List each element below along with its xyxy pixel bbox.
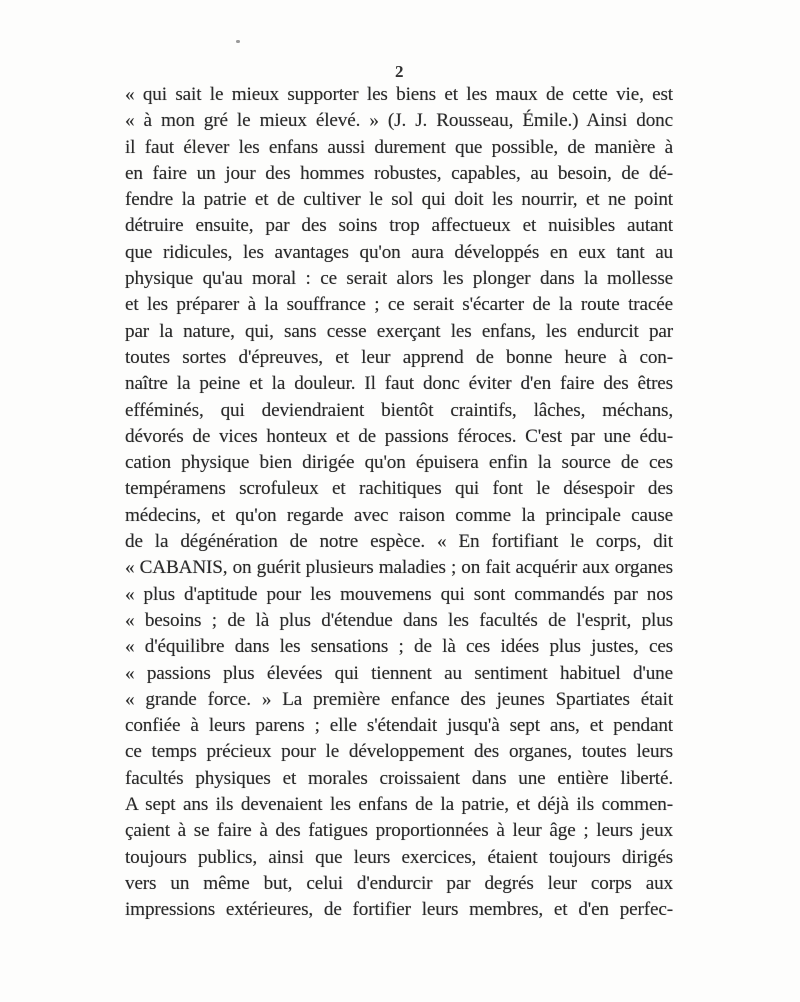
text-line: en faire un jour des hommes robustes, capables, au besoin, de dé- [125, 162, 673, 184]
text-line: « qui sait le mieux supporter les biens et les maux de cette vie, est [125, 84, 673, 105]
text-line: naître la peine et la douleur. Il faut donc éviter d'en faire des êtres [125, 373, 673, 395]
body-text [125, 82, 673, 924]
text-line: confiée à leurs parens ; elle s'étendait jusqu'à sept ans, et pendant [125, 715, 673, 737]
text-line: physique qu'au moral : ce serait alors les plonger dans la mollesse [125, 268, 673, 290]
text-line: que ridicules, les avantages qu'on aura développés en eux tant au [125, 241, 673, 263]
text-line: vers un même but, celui d'endurcir par degrés leur corps aux [125, 872, 673, 894]
text-line: impressions extérieures, de fortifier leurs membres, et d'en perfec- [125, 899, 673, 921]
text-line: il faut élever les enfans aussi durement que possible, de manière à [125, 136, 673, 158]
page-number: 2 [395, 62, 404, 81]
text-line: détruire ensuite, par des soins trop affectueux et nuisibles autant [125, 215, 673, 237]
text-line: ce temps précieux pour le développement des organes, toutes leurs [125, 741, 673, 763]
text-line: « grande force. » La première enfance des jeunes Spartiates était [125, 688, 673, 710]
text-line: « besoins ; de là plus d'étendue dans les facultés de l'esprit, plus [125, 609, 673, 631]
text-line: A sept ans ils devenaient les enfans de la patrie, et déjà ils commen- [125, 794, 673, 816]
text-line: « d'équilibre dans les sensations ; de là ces idées plus justes, ces [125, 636, 673, 658]
ink-speck [236, 40, 240, 43]
text-line: de la dégénération de notre espèce. « En fortifiant le corps, dit [125, 531, 673, 553]
text-line: cation physique bien dirigée qu'on épuisera enfin la source de ces [125, 452, 673, 474]
text-line: « à mon gré le mieux élevé. » (J. J. Rousseau, Émile.) Ainsi donc [125, 110, 673, 132]
text-line: fendre la patrie et de cultiver le sol qui doit les nourrir, et ne point [125, 189, 673, 211]
text-line: tempéramens scrofuleux et rachitiques qui font le désespoir des [125, 478, 673, 500]
text-line: dévorés de vices honteux et de passions féroces. C'est par une édu- [125, 425, 673, 447]
text-line: facultés physiques et morales croissaient dans une entière liberté. [125, 767, 673, 789]
text-line: par la nature, qui, sans cesse exerçant les enfans, les endurcit par [125, 320, 673, 342]
text-line: toutes sortes d'épreuves, et leur apprend de bonne heure à con- [125, 346, 673, 368]
text-line: çaient à se faire à des fatigues proportionnées à leur âge ; leurs jeux [125, 820, 673, 842]
text-line: « plus d'aptitude pour les mouvemens qui sont commandés par nos [125, 583, 673, 605]
text-line: « CABANIS, on guérit plusieurs maladies ; on fait acquérir aux organes [125, 557, 673, 579]
text-line: toujours publics, ainsi que leurs exercices, étaient toujours dirigés [125, 846, 673, 868]
text-line: médecins, et qu'on regarde avec raison comme la principale cause [125, 504, 673, 526]
text-line: « passions plus élevées qui tiennent au sentiment habituel d'une [125, 662, 673, 684]
text-line: et les préparer à la souffrance ; ce serait s'écarter de la route tracée [125, 294, 673, 316]
text-line: efféminés, qui deviendraient bientôt craintifs, lâches, méchans, [125, 399, 673, 421]
